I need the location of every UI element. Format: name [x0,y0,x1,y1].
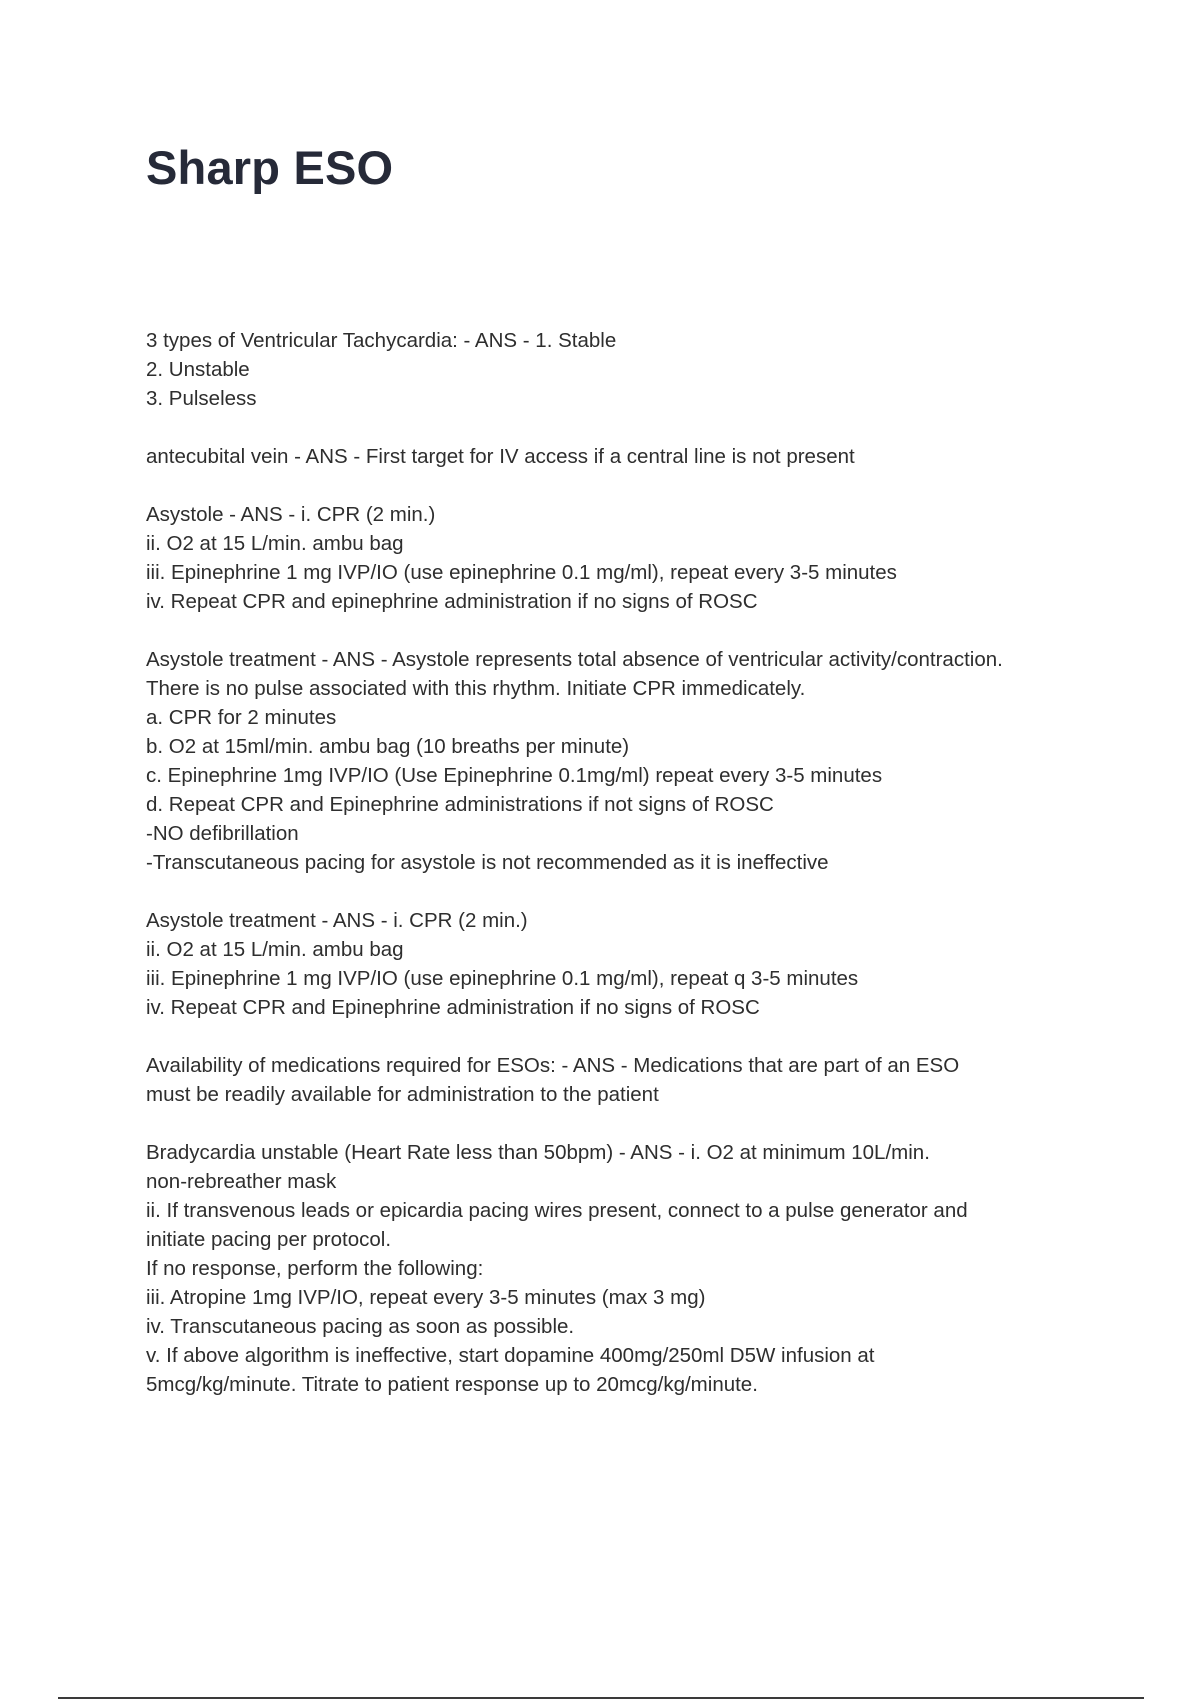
entry-answer-line: b. O2 at 15ml/min. ambu bag (10 breaths per minute) [146,735,630,758]
flashcard-entry [146,1138,1106,1399]
entry-answer-line: -Transcutaneous pacing for asystole is not recommended as it is ineffective [146,851,829,874]
entry-answer-line: There is no pulse associated with this rhythm. Initiate CPR immedicately. [146,677,806,700]
entry-question-line: antecubital vein - ANS - First target for IV access if a central line is not present [146,445,855,468]
entry-answer-line: iii. Atropine 1mg IVP/IO, repeat every 3-5 minutes (max 3 mg) [146,1286,706,1309]
page-bottom-divider [58,1697,1144,1699]
entry-question-line: Asystole treatment - ANS - Asystole represents total absence of ventricular activity/contraction. [146,648,1003,671]
entry-answer-line: v. If above algorithm is ineffective, start dopamine 400mg/250ml D5W infusion at [146,1344,875,1367]
entry-answer-line: 2. Unstable [146,358,250,381]
entry-answer-line: 5mcg/kg/minute. Titrate to patient response up to 20mcg/kg/minute. [146,1373,758,1396]
entry-answer-line: must be readily available for administration to the patient [146,1083,659,1106]
entry-answer-line: ii. O2 at 15 L/min. ambu bag [146,532,404,555]
entry-question-line: 3 types of Ventricular Tachycardia: - ANS - 1. Stable [146,329,617,352]
entry-answer-line: iv. Transcutaneous pacing as soon as possible. [146,1315,575,1338]
entry-question-line: Availability of medications required for ESOs: - ANS - Medications that are part of an ESO [146,1054,960,1077]
entry-question-line: Asystole treatment - ANS - i. CPR (2 min.) [146,909,528,932]
entry-question-line: Asystole - ANS - i. CPR (2 min.) [146,503,436,526]
entry-answer-line: If no response, perform the following: [146,1257,484,1280]
entry-answer-line: non-rebreather mask [146,1170,337,1193]
entry-answer-line: ii. If transvenous leads or epicardia pacing wires present, connect to a pulse generator and [146,1199,968,1222]
document-title: Sharp ESO [146,141,394,194]
flashcard-entry [146,1051,1106,1109]
entry-answer-line: ii. O2 at 15 L/min. ambu bag [146,938,404,961]
entry-answer-line: 3. Pulseless [146,387,257,410]
entry-answer-line: c. Epinephrine 1mg IVP/IO (Use Epinephrine 0.1mg/ml) repeat every 3-5 minutes [146,764,883,787]
entry-answer-line: iii. Epinephrine 1 mg IVP/IO (use epinephrine 0.1 mg/ml), repeat q 3-5 minutes [146,967,859,990]
flashcard-entry [146,500,1106,616]
entry-answer-line: d. Repeat CPR and Epinephrine administrations if not signs of ROSC [146,793,774,816]
entry-answer-line: initiate pacing per protocol. [146,1228,392,1251]
entry-answer-line: a. CPR for 2 minutes [146,706,337,729]
flashcard-entry [146,326,1106,413]
entry-answer-line: iv. Repeat CPR and Epinephrine administration if no signs of ROSC [146,996,760,1019]
entry-answer-line: iii. Epinephrine 1 mg IVP/IO (use epinephrine 0.1 mg/ml), repeat every 3-5 minutes [146,561,897,584]
flashcard-list [146,326,1106,1428]
entry-answer-line: -NO defibrillation [146,822,299,845]
flashcard-entry [146,442,1106,471]
flashcard-entry [146,906,1106,1022]
entry-answer-line: iv. Repeat CPR and epinephrine administration if no signs of ROSC [146,590,758,613]
entry-question-line: Bradycardia unstable (Heart Rate less than 50bpm) - ANS - i. O2 at minimum 10L/min. [146,1141,930,1164]
flashcard-entry [146,645,1106,877]
